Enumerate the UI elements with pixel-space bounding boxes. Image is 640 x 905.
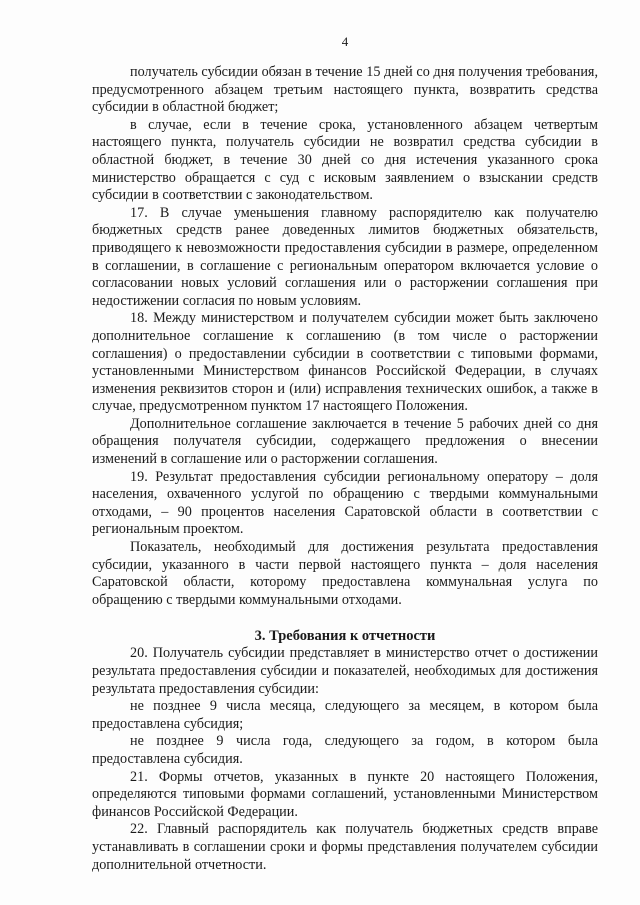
paragraph: Дополнительное соглашение заключается в течение 5 рабочих дней со дня обращения получателя субсидии, содержащего предложения о внесении изменений в соглашение или о расторжении соглашения. [92, 415, 598, 468]
paragraph-item-17: 17. В случае уменьшения главному распорядителю как получателю бюджетных средств ранее доведенных лимитов бюджетных обязательств, приводящего к невозможности предоставления субсидии в размере, определенном в соглашении, в соглашение с региональным оператором включается условие о согласовании новых условий соглашения или о расторжении соглашения при недостижении согласия по новым условиям. [92, 204, 598, 309]
page-number: 4 [341, 34, 349, 49]
paragraph: Показатель, необходимый для достижения результата предоставления субсидии, указанного в части первой настоящего пункта – доля населения Саратовской области, которому предоставлена коммунальная услуга по обращению с твердыми коммунальными отходами. [92, 539, 598, 608]
paragraph-item-19: 19. Результат предоставления субсидии региональному оператору – доля населения, охваченного услугой по обращению с твердыми коммунальными отходами, – 90 процентов населения Саратовской области в соответствии с региональным проектом. [92, 468, 598, 538]
paragraph: не позднее 9 числа месяца, следующего за месяцем, в котором была предоставлена субсидия; [92, 698, 598, 732]
paragraph-item-21: 21. Формы отчетов, указанных в пункте 20 настоящего Положения, определяются типовыми формами соглашений, установленными Министерством финансов Российской Федерации. [92, 768, 598, 820]
paragraph-item-18: 18. Между министерством и получателем субсидии может быть заключено дополнительное соглашение к соглашению (в том числе о расторжении соглашения) о предоставлении субсидии в соответствии с типовыми формами, установленными Министерством финансов Российской Федерации, в случаях изменения реквизитов сторон и (или) исправления технических ошибок, а также в случае, предусмотренном пунктом 17 настоящего Положения. [92, 310, 598, 415]
paragraph: не позднее 9 числа года, следующего за годом, в котором была предоставлена субсидия. [92, 733, 598, 767]
body-text-bottom [92, 645, 598, 874]
paragraph-item-22: 22. Главный распорядитель как получатель бюджетных средств вправе устанавливать в соглашении сроки и формы представления получателем субсидии дополнительной отчетности. [92, 821, 598, 873]
paragraph: получатель субсидии обязан в течение 15 дней со дня получения требования, предусмотренного абзацем третьим настоящего пункта, возвратить средства субсидии в областной бюджет; [92, 64, 598, 116]
paragraph: в случае, если в течение срока, установленного абзацем четвертым настоящего пункта, получатель субсидии не возвратил средства субсидии в областной бюджет, в течение 30 дней со дня истечения указанного срока министерство обращается с суд с исковым заявлением о взыскании средств субсидии в соответствии с законодательством. [92, 116, 598, 204]
paragraph-item-20: 20. Получатель субсидии представляет в министерство отчет о достижении результата предоставления субсидии и показателей, необходимых для достижения результата предоставления субсидии: [92, 645, 598, 697]
section-heading: 3. Требования к отчетности [254, 628, 436, 645]
body-text-top [92, 64, 598, 609]
